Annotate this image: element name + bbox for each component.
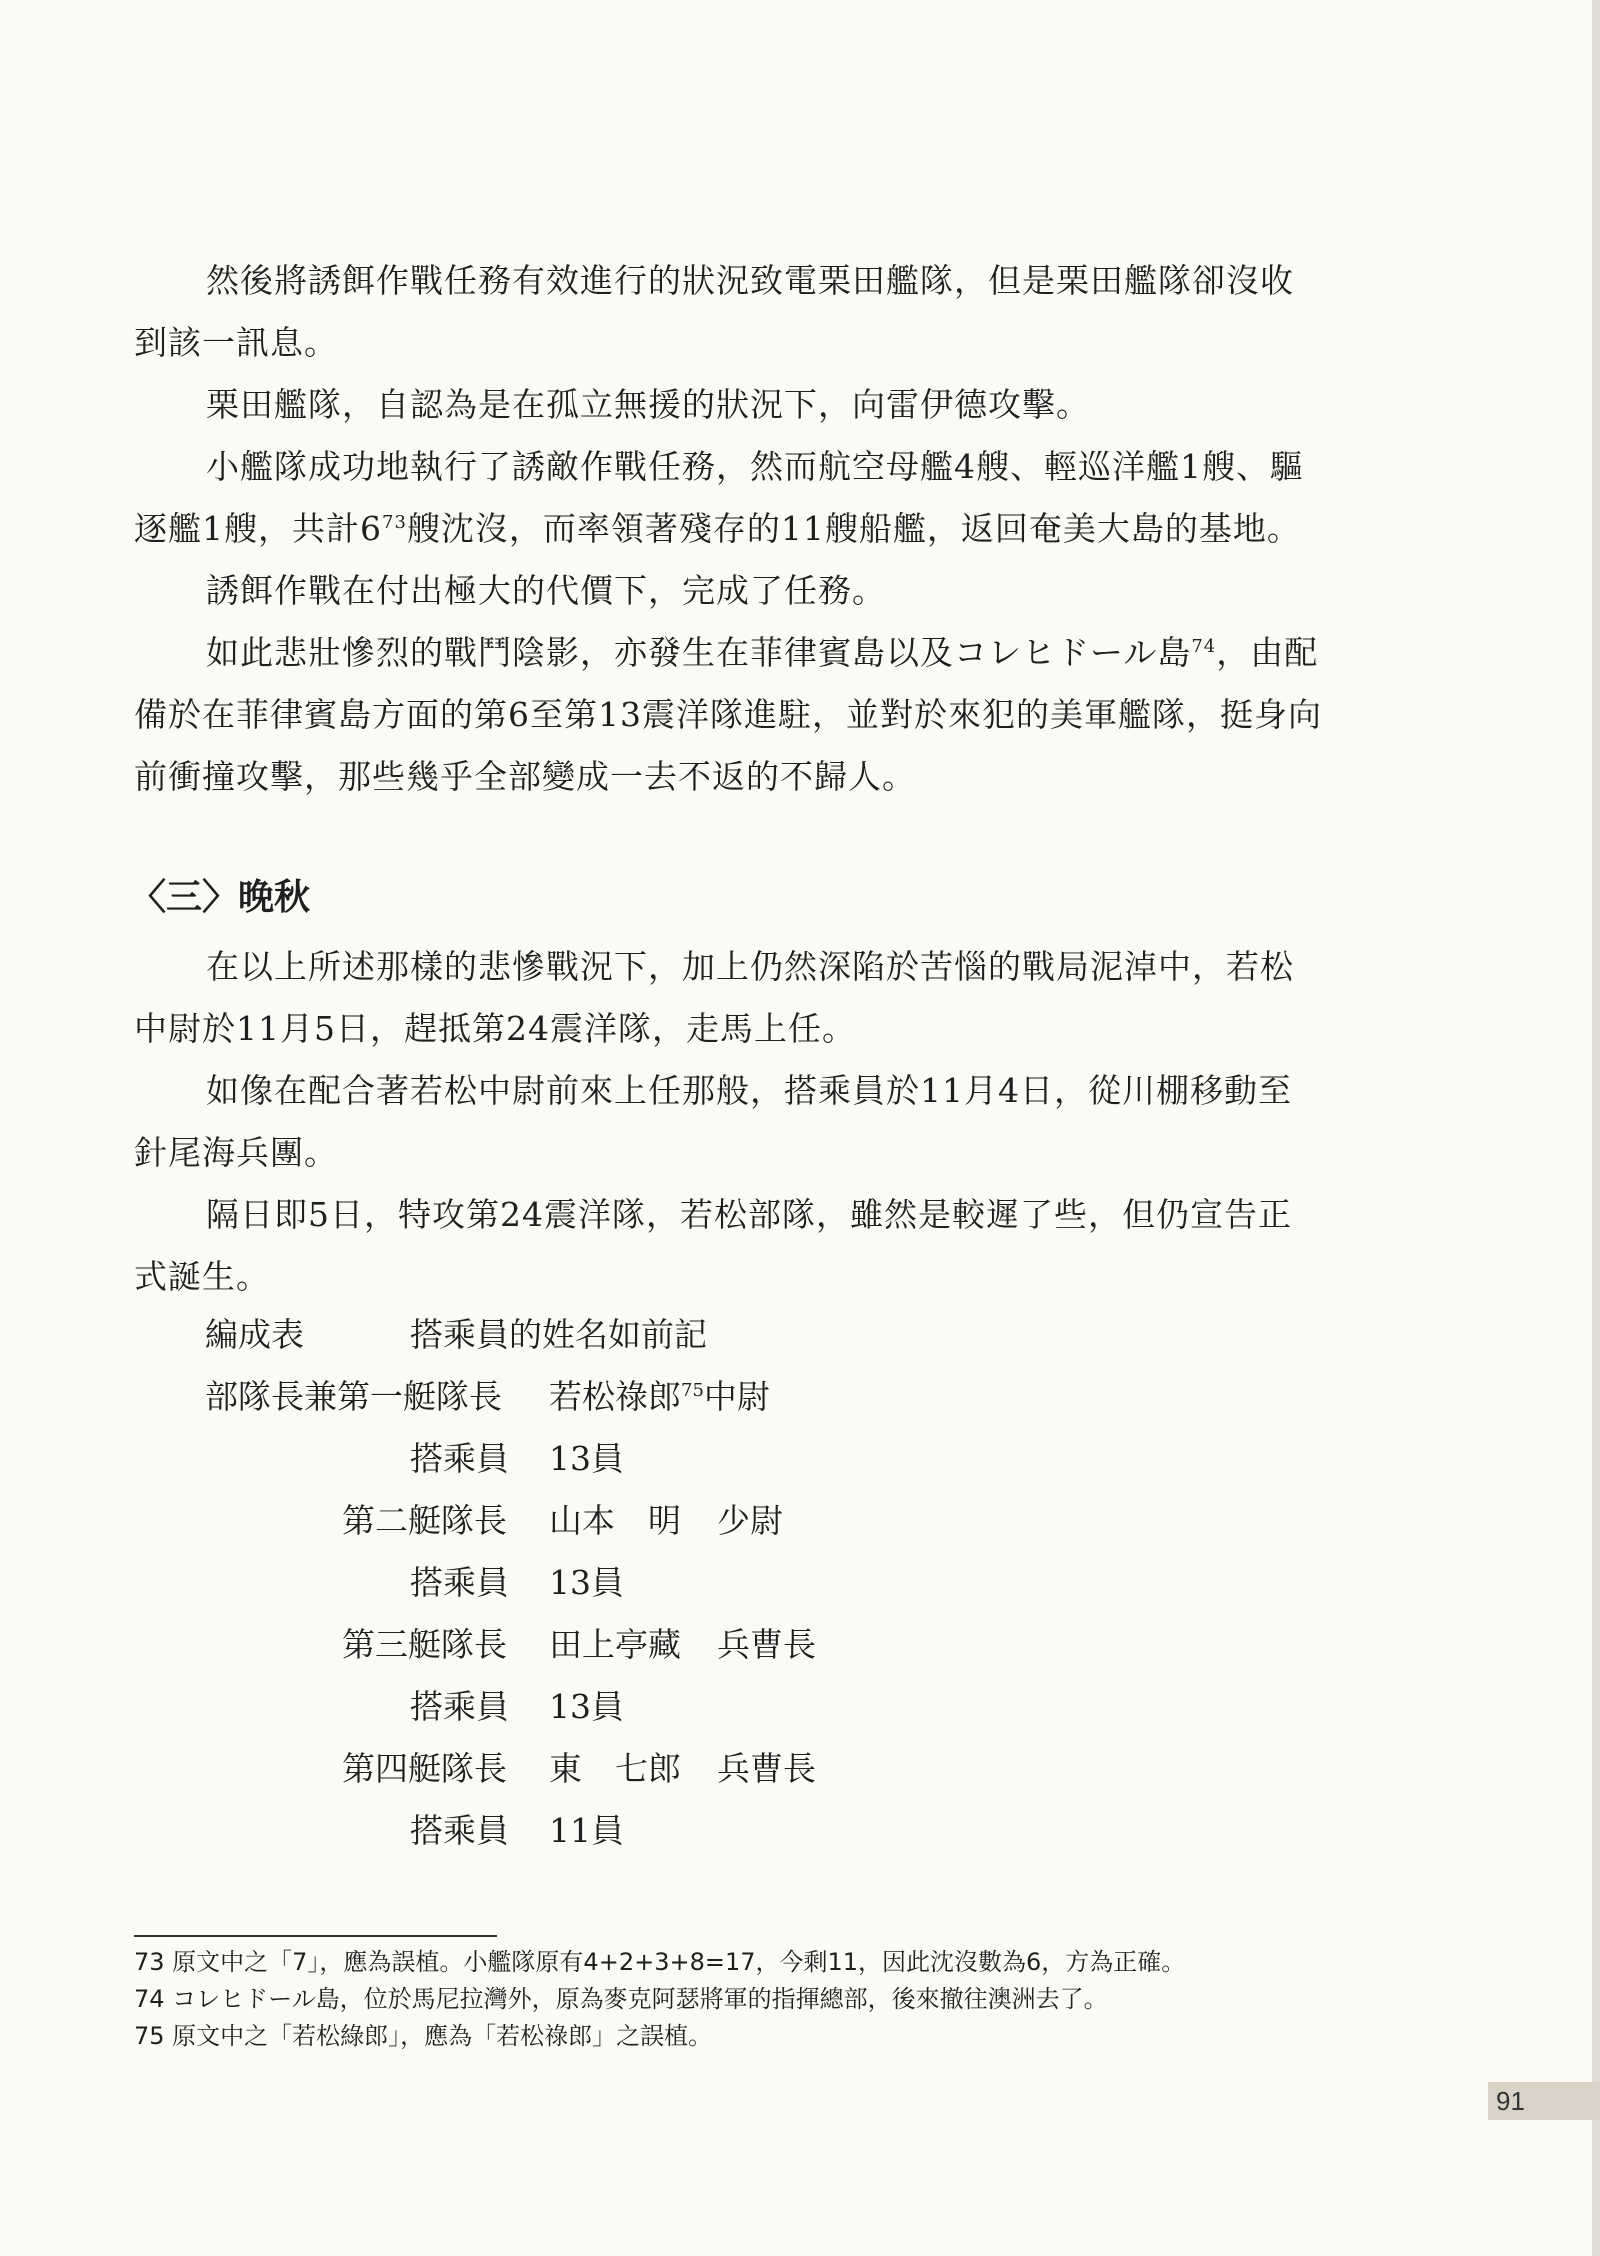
roster-crew-label: 搭乘員: [410, 1439, 509, 1478]
roster-crew-count: 13員: [549, 1563, 624, 1602]
roster-crew-label: 搭乘員: [410, 1811, 509, 1850]
paragraph: 誘餌作戰在付出極大的代價下，完成了任務。: [206, 571, 886, 610]
roster-role: 第二艇隊長: [342, 1501, 507, 1540]
footnote-73: 73 原文中之「7」，應為誤植。小艦隊原有4+2+3+8=17，今剩11，因此沈沒數為6，方為正確。: [134, 1948, 1186, 1976]
roster-name: 東 七郎: [549, 1749, 681, 1788]
roster-name: 山本 明: [549, 1501, 681, 1540]
roster-crew-count: 11員: [549, 1811, 624, 1850]
body-text-bottom: [134, 936, 1324, 1308]
roster-role: 部隊長兼第一艇隊長: [205, 1377, 502, 1416]
footnote-ref-75: 75: [681, 1380, 704, 1401]
roster-crew-count: 13員: [549, 1687, 624, 1726]
paragraph-text: 艘沈沒，而率領著殘存的11艘船艦，返回奄美大島的基地。: [406, 509, 1301, 548]
roster-rank: 少尉: [717, 1501, 783, 1540]
roster-name: 田上亭藏: [549, 1625, 681, 1664]
paragraph-text: 小艦隊成功地執行了誘敵作戰任務，然而航空母艦4艘、輕巡洋艦1艘、驅逐艦1艘，共計6: [134, 447, 1304, 548]
footnote-ref-74: 74: [1191, 636, 1217, 657]
paragraph: [134, 622, 1324, 808]
commander-rank: 中尉: [703, 1377, 770, 1416]
body-text-top: [134, 250, 1324, 808]
roster-header-label: 編成表: [205, 1315, 304, 1354]
footnotes: [134, 1944, 1334, 2055]
paragraph: 在以上所述那樣的悲慘戰況下，加上仍然深陷於苦惱的戰局泥淖中，若松中尉於11月5日，趕抵第24震洋隊，走馬上任。: [134, 947, 1294, 1048]
roster-header-value: 搭乘員的姓名如前記: [410, 1315, 707, 1354]
page-edge: [1592, 0, 1600, 2256]
roster-crew-label: 搭乘員: [410, 1563, 509, 1602]
roster-rank: 兵曹長: [717, 1625, 816, 1664]
roster-crew-count: 13員: [549, 1439, 624, 1478]
paragraph-text: 如此悲壯慘烈的戰鬥陰影，亦發生在菲律賓島以及コレヒドール島: [206, 633, 1192, 672]
paragraph: 隔日即5日，特攻第24震洋隊，若松部隊，雖然是較遲了些，但仍宣告正式誕生。: [134, 1195, 1292, 1296]
footnote-75: 75 原文中之「若松綠郎」，應為「若松祿郎」之誤植。: [134, 2022, 713, 2050]
paragraph: [134, 436, 1324, 560]
paragraph-text: ，由配備於在菲律賓島方面的第6至第13震洋隊進駐，並對於來犯的美軍艦隊，挺身向前衝撞攻擊，那些幾乎全部變成一去不返的不歸人。: [134, 633, 1322, 796]
paragraph: 然後將誘餌作戰任務有效進行的狀況致電栗田艦隊，但是栗田艦隊卻沒收到該一訊息。: [134, 261, 1294, 362]
paragraph: 如像在配合著若松中尉前來上任那般，搭乘員於11月4日，從川棚移動至針尾海兵團。: [134, 1071, 1292, 1172]
commander-name: 若松祿郎: [549, 1377, 681, 1416]
roster-role: 第三艇隊長: [342, 1625, 507, 1664]
page-number: 91: [1488, 2082, 1600, 2120]
footnote-74: 74 コレヒドール島，位於馬尼拉灣外，原為麥克阿瑟將軍的指揮總部，後來撤往澳洲去了。: [134, 1985, 1108, 2013]
paragraph: 栗田艦隊，自認為是在孤立無援的狀況下，向雷伊德攻擊。: [206, 385, 1090, 424]
section-heading: 〈三〉晚秋: [130, 877, 311, 918]
roster-rank: 兵曹長: [717, 1749, 816, 1788]
footnote-ref-73: 73: [382, 512, 407, 533]
footnote-divider: [134, 1935, 497, 1937]
roster-role: 第四艇隊長: [342, 1749, 507, 1788]
roster-name: [549, 1366, 770, 1428]
roster-crew-label: 搭乘員: [410, 1687, 509, 1726]
